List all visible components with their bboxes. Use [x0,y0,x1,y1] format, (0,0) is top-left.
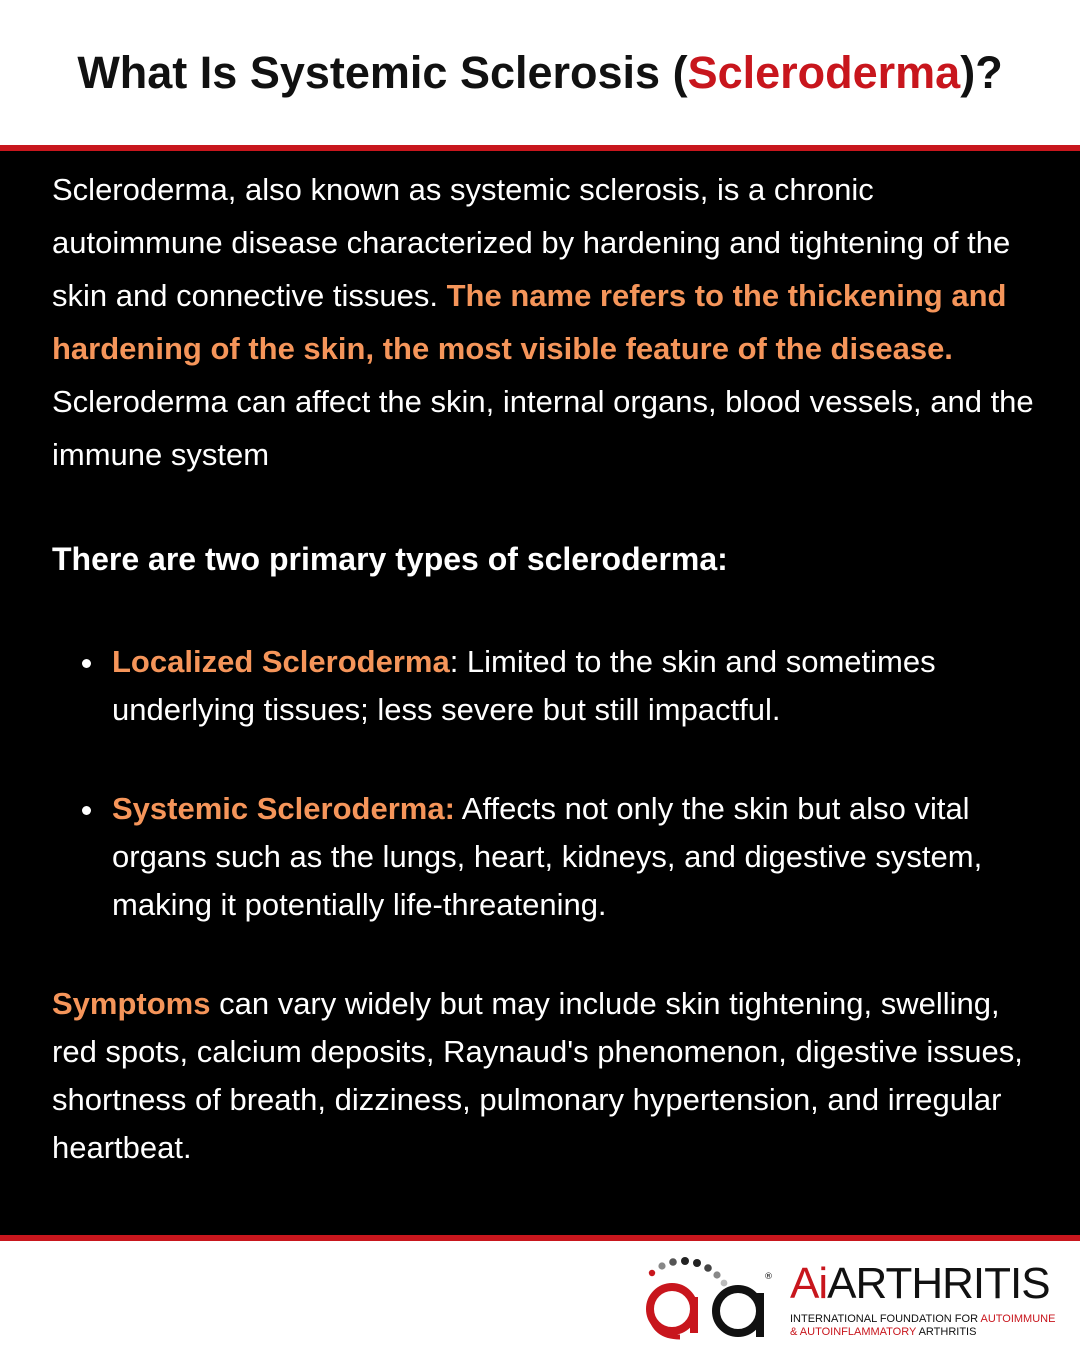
page-title [77,47,1002,99]
type-name: Systemic Scleroderma: [112,791,455,826]
type-description: Limited to the skin and sometimes underlying tissues; less severe but still impactful. [112,644,936,727]
symptoms-paragraph [52,980,1040,1172]
footer [0,1241,1080,1350]
tagline-text: ARTHRITIS [916,1326,977,1338]
header [0,0,1080,145]
tagline-text-red: AUTOIMMUNE [980,1313,1056,1325]
tagline-line-2 [790,1326,1055,1339]
types-list [52,638,1040,929]
title-suffix: )? [960,46,1003,98]
brand-arthritis: ARTHRITIS [827,1259,1050,1308]
aiarthritis-logo [640,1253,1056,1343]
intro-text-2: Scleroderma can affect the skin, internal organs, blood vessels, and the immune system [52,384,1034,472]
title-accent: Scleroderma [687,46,961,98]
brand-tagline [790,1313,1055,1339]
type-name: Localized Scleroderma [112,644,450,679]
tagline-line-1 [790,1313,1055,1326]
tagline-text: INTERNATIONAL FOUNDATION FOR [790,1313,981,1325]
svg-text:®: ® [764,1272,773,1282]
intro-highlight: The name refers to the thickening and hardening of the skin, the most visible feature of the disease. [52,278,1007,366]
types-heading: There are two primary types of scleroderma: [52,541,728,577]
title-prefix: What Is Systemic Sclerosis ( [77,46,688,98]
content-panel [0,151,1080,1235]
type-separator: : [449,644,459,679]
tagline-text-red: & AUTOINFLAMMATORY [790,1326,917,1338]
aia-logo-mark-icon [640,1253,780,1343]
brand-name [790,1261,1050,1307]
list-item [112,638,1040,734]
list-item [112,785,1040,929]
symptoms-text: can vary widely but may include skin tightening, swelling, red spots, calcium deposits, Raynaud's phenomenon, digestive issues, shortness of breath, dizziness, pulmonary hypertension, and irregular heartbeat. [52,986,1023,1165]
brand-ai: Ai [790,1259,828,1308]
intro-paragraph [52,163,1040,481]
type-description: Affects not only the skin but also vital organs such as the lungs, heart, kidneys, and digestive system, making it potentially life-threatening. [112,791,983,922]
bullet-icon [82,659,91,668]
symptoms-label: Symptoms [52,986,211,1021]
intro-text-1: Scleroderma, also known as systemic sclerosis, is a chronic autoimmune disease characterized by hardening and tightening of the skin and connective tissues. [52,172,1011,313]
bullet-icon [82,806,91,815]
